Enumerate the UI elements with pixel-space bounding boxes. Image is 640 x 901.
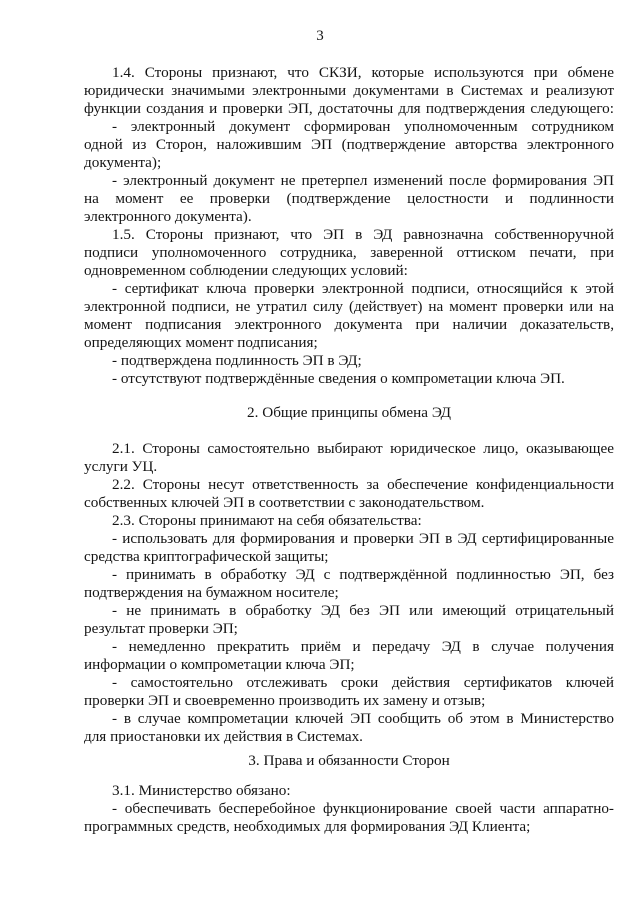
section-heading: 2. Общие принципы обмена ЭД xyxy=(247,404,451,421)
text-line: услуги УЦ. xyxy=(84,458,158,475)
text-line: 3.1. Министерство обязано: xyxy=(112,782,291,799)
text-line: момент подписания электронного документа при наличии доказательств, xyxy=(84,316,614,333)
text-line: средства криптографической защиты; xyxy=(84,548,329,565)
text-line: документа); xyxy=(84,154,162,171)
text-line: одновременном соблюдении следующих условий: xyxy=(84,262,408,279)
text-line: - немедленно прекратить приём и передачу ЭД в случае получения xyxy=(112,638,614,655)
text-line: результат проверки ЭП; xyxy=(84,620,238,637)
text-line: - электронный документ не претерпел изменений после формирования ЭП xyxy=(112,172,614,189)
text-line: - принимать в обработку ЭД с подтверждённой подлинностью ЭП, без xyxy=(112,566,614,583)
text-line: 1.5. Стороны признают, что ЭП в ЭД равнозначна собственноручной xyxy=(112,226,614,243)
text-line: - отсутствуют подтверждённые сведения о компрометации ключа ЭП. xyxy=(112,370,565,387)
text-line: 2.3. Стороны принимают на себя обязательства: xyxy=(112,512,422,529)
text-line: 2.2. Стороны несут ответственность за обеспечение конфиденциальности xyxy=(112,476,614,493)
text-line: электронной подписи, не утратил силу (действует) на момент проверки или на xyxy=(84,298,614,315)
text-line: - обеспечивать бесперебойное функционирование своей части аппаратно- xyxy=(112,800,614,817)
page-number: 3 xyxy=(316,28,324,44)
text-line: программных средств, необходимых для формирования ЭД Клиента; xyxy=(84,818,531,835)
text-line: - электронный документ сформирован уполномоченным сотрудником xyxy=(112,118,614,135)
section-heading: 3. Права и обязанности Сторон xyxy=(248,752,450,769)
text-line: 1.4. Стороны признают, что СКЗИ, которые используются при обмене xyxy=(112,64,614,81)
text-line: функции создания и проверки ЭП, достаточны для подтверждения следующего: xyxy=(84,100,614,117)
text-line: 2.1. Стороны самостоятельно выбирают юридическое лицо, оказывающее xyxy=(112,440,614,457)
text-line: - самостоятельно отслеживать сроки действия сертификатов ключей xyxy=(112,674,614,691)
text-line: одной из Сторон, наложившим ЭП (подтверждение авторства электронного xyxy=(84,136,614,153)
text-line: электронного документа). xyxy=(84,208,252,225)
text-line: подписи уполномоченного сотрудника, заверенной оттиском печати, при xyxy=(84,244,614,261)
text-line: на момент ее проверки (подтверждение целостности и подлинности xyxy=(84,190,614,207)
text-line: информации о компрометации ключа ЭП; xyxy=(84,656,355,673)
text-line: определяющих момент подписания; xyxy=(84,334,318,351)
text-line: - подтверждена подлинность ЭП в ЭД; xyxy=(112,352,362,369)
text-line: - в случае компрометации ключей ЭП сообщить об этом в Министерство xyxy=(112,710,614,727)
text-line: - не принимать в обработку ЭД без ЭП или имеющий отрицательный xyxy=(112,602,614,619)
text-line: проверки ЭП и своевременно производить их замену и отзыв; xyxy=(84,692,486,709)
text-line: - сертификат ключа проверки электронной подписи, относящийся к этой xyxy=(112,280,614,297)
text-line: собственных ключей ЭП в соответствии с законодательством. xyxy=(84,494,485,511)
text-line: юридически значимыми электронными документами в Системах и реализуют xyxy=(84,82,614,99)
text-line: - использовать для формирования и проверки ЭП в ЭД сертифицированные xyxy=(112,530,614,547)
text-line: для приостановки их действия в Системах. xyxy=(84,728,363,745)
text-line: подтверждения на бумажном носителе; xyxy=(84,584,339,601)
